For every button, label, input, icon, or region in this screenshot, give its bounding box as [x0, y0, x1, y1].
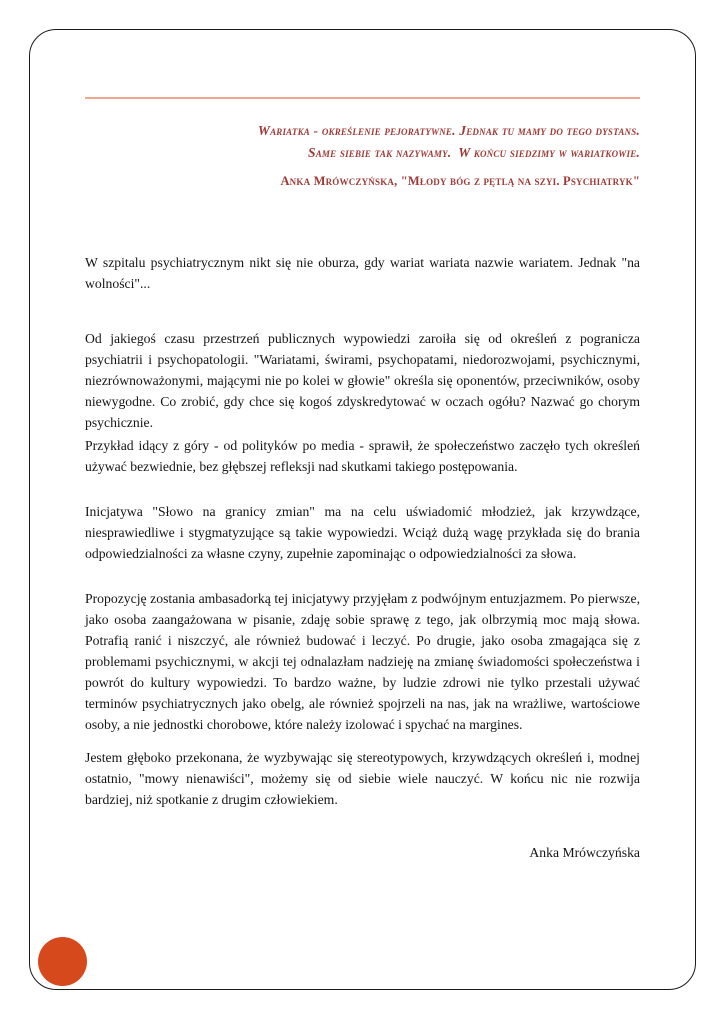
document-page — [29, 29, 696, 990]
body-paragraph-1: W szpitalu psychiatrycznym nikt się nie oburza, gdy wariat wariata nazwie wariatem. Jednak "na wolności"... — [85, 255, 640, 291]
body-paragraph-5: Propozycję zostania ambasadorką tej inicjatywy przyjęłam z podwójnym entuzjazmem. Po pierwsze, jako osoba zaangażowana w pisanie, zdaję sobie sprawę z tego, jak olbrzymią moc mają słowa. Potrafią ranić i niszczyć, ale również budować i leczyć. Po drugie, jako osoba zmagająca się z problemami psychicznymi, w akcji tej odnalazłam nadzieję na zmianę świadomości społeczeństwa i powrót do kultury wypowiedzi. To bardzo ważne, by ludzie zdrowi nie tylko przestali używać terminów psychiatrycznych jako obelg, ale również spojrzeli na nas, jak na wrażliwe, wartościowe osoby, a nie jednostki chorobowe, które należy izolować i spychać na margines. — [85, 591, 640, 732]
body-paragraph-2: Od jakiegoś czasu przestrzeń publicznych wypowiedzi zaroiła się od określeń z pogranicza psychiatrii i psychopatologii. "Wariatami, świrami, psychopatami, niedorozwojami, psychicznymi, niezrównoważonymi, mającymi nie po kolei w głowie" określa się oponentów, przeciwników, osoby niewygodne. Co zrobić, gdy chce się kogoś zdyskredytować w oczach ogółu? Nazwać go chorym psychicznie. — [85, 331, 640, 430]
author-signature: Anka Mrówczyńska — [529, 845, 640, 860]
top-divider-line — [85, 97, 640, 99]
epigraph-attribution: Anka Mrówczyńska, "Młody bóg z pętlą na szyi. Psychiatryk" — [280, 174, 640, 188]
body-paragraph-6: Jestem głęboko przekonana, że wyzbywając się stereotypowych, krzywdzących określeń i, modnej ostatnio, "mowy nienawiści", możemy się od siebie wiele nauczyć. W końcu nic nie rozwija bardziej, niż spotkanie z drugim człowiekiem. — [85, 750, 640, 807]
epigraph-quote — [85, 120, 640, 164]
body-paragraph-3: Przykład idący z góry - od polityków po media - sprawił, że społeczeństwo zaczęło tych określeń używać bezwiednie, bez głębszej refleksji nad skutkami takiego postępowania. — [85, 438, 640, 474]
epigraph-line-1: Wariatka - określenie pejoratywne. Jednak tu mamy do tego dystans. — [257, 123, 640, 138]
body-paragraph-4: Inicjatywa "Słowo na granicy zmian" ma na celu uświadomić młodzież, jak krzywdzące, niesprawiedliwe i stygmatyzujące są takie wypowiedzi. Wciąż dużą wagę przykłada się do brania odpowiedzialności za własne czyny, zupełnie zapominając o odpowiedzialności za słowa. — [85, 504, 640, 561]
orange-circle-decoration — [38, 937, 87, 986]
epigraph-line-2: Same siebie tak nazywamy. W końcu siedzimy w wariatkowie. — [308, 145, 640, 160]
text-column — [30, 30, 695, 863]
